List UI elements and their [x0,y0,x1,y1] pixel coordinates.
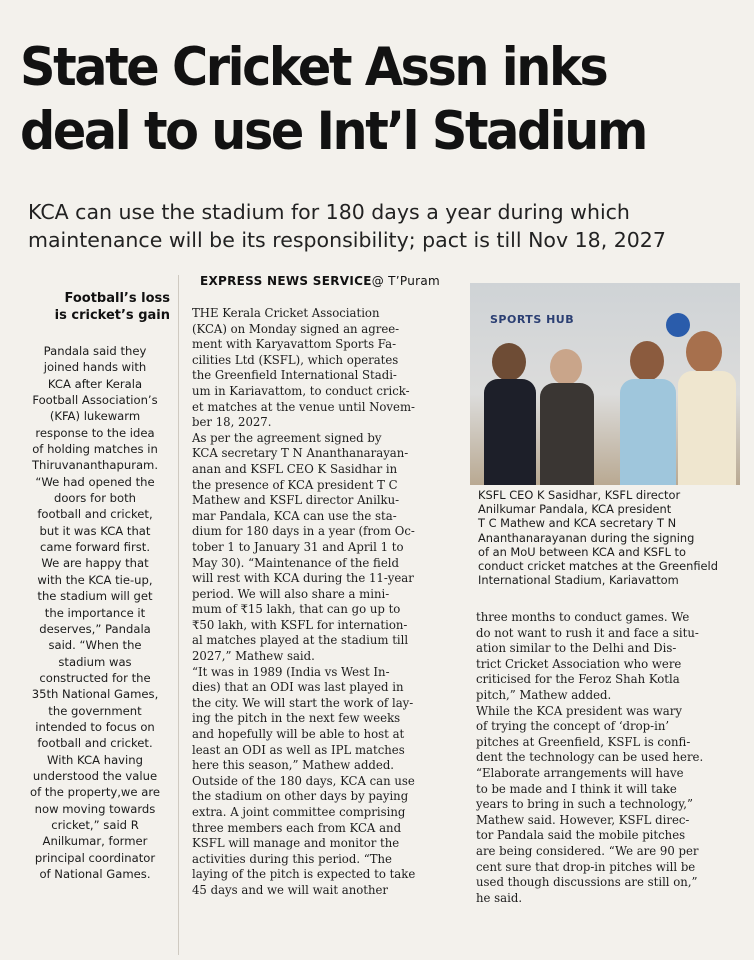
article-line: the city. We will start the work of lay- [192,695,414,710]
article-line: THE Kerala Cricket Association [192,306,380,320]
sidebar-body-line: Football Association’s [32,393,158,408]
sidebar-body-line: We are happy that [41,556,149,571]
article-line: May 30). “Maintenance of the field [192,555,399,570]
sidebar-body-line: understood the value [32,768,158,783]
article-line: As per the agreement signed by [192,430,382,445]
article-line: of trying the concept of ‘drop-in’ [476,719,670,734]
article-line: criticised for the Feroz Shah Kotla [476,672,680,687]
sidebar-body-line: doors for both [53,491,136,506]
article-line: to be made and I think it will take [476,781,677,796]
photo-logo-badge [666,313,690,337]
sidebar-body-line: deserves,” Pandala [39,621,151,636]
sidebar-body-line: the government [48,703,142,718]
article-line: cilities Ltd (KSFL), which operates [192,352,399,367]
sidebar-body-line: the importance it [44,605,146,620]
sidebar-body-line: but it was KCA that [39,523,151,538]
article-line: Mathew said. However, KSFL direc- [476,812,690,827]
sidebar-title-line: is cricket’s gain [54,308,170,323]
article-photo [470,283,740,485]
article-line: do not want to rush it and face a situ- [476,625,699,640]
sidebar-body-line: Anilkumar, former [42,834,148,849]
sidebar-body-line: cricket,” said R [51,817,139,832]
article-line: ing the pitch in the next few weeks [192,711,401,726]
sidebar-title [20,290,170,324]
sidebar-body-line: constructed for the [39,670,151,685]
article-line: anan and KSFL CEO K Sasidhar in [192,461,398,476]
sidebar-body-line: stadium was [58,654,132,669]
article-line: tober 1 to January 31 and April 1 to [192,539,404,554]
article-line: the stadium on other days by paying [192,789,409,804]
article-line: ment with Karyavattom Sports Fa- [192,337,397,352]
sidebar-body-line: of holding matches in [32,442,158,457]
sidebar-body-line: response to the idea [35,425,155,440]
article-line: activities during this period. “The [192,851,392,866]
article-line: three members each from KCA and [192,820,402,835]
article-line: “It was in 1989 (India vs West In- [192,664,390,679]
article-line: the Greenfield International Stadi- [192,368,397,383]
sidebar-body-line: of National Games. [39,867,151,881]
caption-line: International Stadium, Kariavattom [478,573,679,588]
article-line: ₹50 lakh, with KSFL for internation- [192,617,408,632]
article-line: years to bring in such a technology,” [476,797,693,812]
article-line: (KCA) on Monday signed an agree- [192,321,400,336]
caption-line: Ananthanarayanan during the signing [478,530,695,545]
sidebar-body-line: of the property,we are [30,785,160,800]
article-line: will rest with KCA during the 11-year [192,571,414,586]
article-line: are being considered. “We are 90 per [476,843,699,858]
byline-place: @ T’Puram [371,274,441,288]
caption-line: conduct cricket matches at the Greenfield [478,559,718,574]
sidebar-body-line: joined hands with [43,360,147,375]
sidebar-body-line: Thiruvananthapuram. [31,458,159,473]
article-line: al matches played at the stadium till [192,633,409,648]
article-line: mar Pandala, KCA can use the sta- [192,508,397,523]
deck-subheadline [28,198,718,254]
caption-line: of an MoU between KCA and KSFL to [478,544,686,559]
article-line: three months to conduct games. We [476,610,690,624]
sidebar-body-line: came forward first. [39,540,151,555]
sidebar-body [20,343,170,882]
sidebar-body-line: with the KCA tie-up, [37,572,153,587]
sidebar-body-line: “We had opened the [35,474,155,489]
sidebar-body-line: said. “When the [48,638,142,653]
caption-line: KSFL CEO K Sasidhar, KSFL director [478,488,681,502]
byline-source: EXPRESS NEWS SERVICE [200,274,372,288]
article-column-a [192,306,462,899]
article-line: period. We will also share a mini- [192,586,390,601]
sidebar-body-line: 35th National Games, [31,687,159,702]
deck-line: maintenance will be its responsibility; pact is till Nov 18, 2027 [28,228,666,252]
sidebar-body-line: football and cricket. [37,736,153,751]
article-line: Mathew and KSFL director Anilku- [192,493,400,508]
article-line: KCA secretary T N Ananthanarayan- [192,446,409,461]
sidebar-body-line: With KCA having [47,752,143,767]
article-line: pitches at Greenfield, KSFL is confi- [476,734,691,749]
article-line: used though discussions are still on,” [476,875,698,890]
sidebar-body-line: (KFA) lukewarm [49,409,141,424]
sidebar-body-line: KCA after Kerala [47,376,143,391]
photo-banner-text: SPORTS HUB [490,313,575,326]
article-line: least an ODI as well as IPL matches [192,742,405,757]
article-line: dium for 180 days in a year (from Oc- [192,524,415,539]
headline-line: State Cricket Assn inks [20,37,607,98]
article-line: pitch,” Mathew added. [476,687,612,702]
article-line: the presence of KCA president T C [192,477,398,492]
article-line: “Elaborate arrangements will have [476,765,684,780]
sidebar-body-line: Pandala said they [43,344,147,358]
headline-line: deal to use Int’l Stadium [20,101,646,162]
headline [20,36,671,164]
deck-line: KCA can use the stadium for 180 days a year during which [28,200,630,224]
sidebar-body-line: football and cricket, [37,507,153,522]
article-line: et matches at the venue until Novem- [192,399,415,414]
article-line: ation similar to the Delhi and Dis- [476,641,677,656]
article-line: um in Kariavattom, to conduct crick- [192,383,410,398]
article-line: laying of the pitch is expected to take [192,867,416,882]
sidebar-body-line: the stadium will get [37,589,153,604]
article-line: extra. A joint committee comprising [192,805,406,819]
article-line: tor Pandala said the mobile pitches [476,828,686,843]
caption-line: T C Mathew and KCA secretary T N [478,516,677,531]
article-line: cent sure that drop-in pitches will be [476,859,696,874]
sidebar-title-line: Football’s loss [64,291,170,306]
article-line: he said. [476,890,523,905]
article-line: dies) that an ODI was last played in [192,680,404,695]
article-line: ber 18, 2027. [192,415,272,430]
caption-line: Anilkumar Pandala, KCA president [478,502,672,517]
article-line: KSFL will manage and monitor the [192,836,400,851]
article-line: trict Cricket Association who were [476,656,682,671]
sidebar-body-line: intended to focus on [35,719,155,734]
article-line: and hopefully will be able to host at [192,727,405,742]
article-line: here this season,” Mathew added. [192,758,395,773]
article-line: While the KCA president was wary [476,703,682,718]
photo-caption [478,488,748,587]
article-line: dent the technology can be used here. [476,750,704,765]
article-line: Outside of the 180 days, KCA can use [192,773,415,788]
article-column-b [476,610,751,906]
article-line: 45 days and we will wait another [192,882,388,897]
article-line: mum of ₹15 lakh, that can go up to [192,602,401,617]
sidebar-body-line: now moving towards [34,801,156,816]
article-line: 2027,” Mathew said. [192,649,315,664]
sidebar-body-line: principal coordinator [34,850,156,865]
